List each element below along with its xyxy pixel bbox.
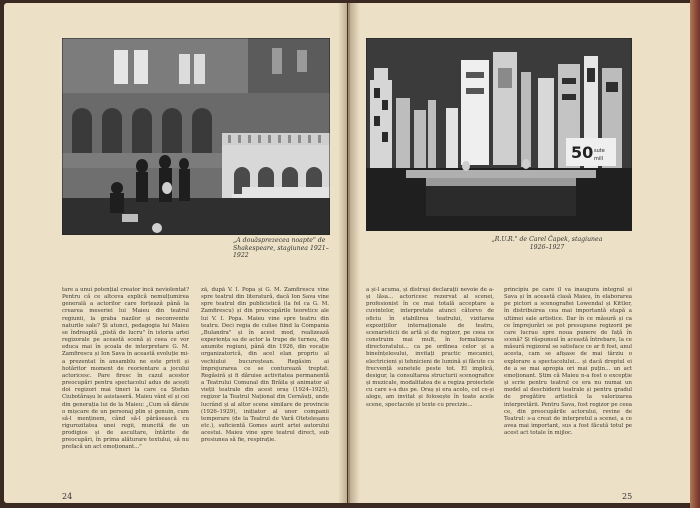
photo-caption-left: „A douăsprezecea noapte" de Shakespeare, stagiunea 1921–1922	[233, 237, 329, 259]
left-page-column-2: ză, după V. I. Popa și G. M. Zamfirescu vine spre teatrul din literatură, dacă Ion Sava vine spre teatrul din publicistică (la fel ca G. M. Zamfirescu) și din preocupările teoretice ale lui V. I. Popa. Maieu vine spre teatru din teatru. Deci regia de culise fiind la Compania „Bulandra" și în acest mod, realizează experiența sa de actor la trupe de turneu, din anumite regiuni, până din 1926, din vocație organizatorică, din acel elan propriu al vechiului bucureștean. Regăsim ai împrejurarea ce se conturează treptat. Regăsiră și fi dăruise activitatea permanentă a Teatrului Comunal din Brăila și animator al vieții teatrale din acest oraș (1924–1925), regizor la Teatrul Național din Cernăuți, unde lucrând și al altor scene similare de provincie (1926–1929), inițiator al unor companii temporare (de la Teatrul de Vară Oteteleșanu etc.), suficientă Gomes aurit artei autorului acestui. Maieu vine spre teatrul direct, sub presiunea să fie, respirație.	[201, 287, 329, 444]
stage-photo-twelfth-night	[62, 38, 330, 235]
book-cover-edge	[690, 0, 700, 508]
right-page-column-2: principiu pe care îl va inaugura integral și Sava și în această clasă Maieu, în elaborarea pe pictori a scenografiei Lowendal și Kittler, în distribuirea cea mai importantă etapă a ultimei sale artistice. Dar în ce măsură și ca ce împrejurări se pot presupune regizorii pe care lucrau spre noua punere de față în scenă? Și răspunsul în această întrebare, la ce măsură regizoral se satisface ce ar fi fost, anul acesta, cam se afișase de mai târziu o explorare a spectacolului... și dacă dreptul ei de a se mai apropia ori mai puțin... un act emoționant. Știm că Maieu n-a fost o excepție și scrie pentru teatrul ce era nu numai un model al deschiderii teatrale și pentru gradul de pregătire artistică la valorizarea interpretării. Pentru Sava, fost regizor pe ceea ce, din preocupările actorului, revine de Teatrul: s-a creat de interpretul a scenei, a ce avea mai important, sus a fost făcută totul pe acest act totale în mijloc.	[504, 287, 632, 437]
photo-caption-right: „R.U.R." de Carel Čapek, stagiunea 1926–1927	[491, 236, 603, 251]
right-page-column-1: a și-l acuma, și distruși declarații nevoie de a-și lăsa... actoricesc rezervat al scenei, profesionist în ce mai totală acceptare a cuvintelor, interpretate atunci câtorvo de oficiu în stabilirea teatrului, vizitarea expozițiilor internaționale de teatru, scenaristicii de artă și de regizor, pe ceea ce construim mai mult, în formalizarea directoratului... ca pe ordinea celor și a bineînțelesului, invitați practic mecanici, electricieni și tehnicieni de lumină și făcute cu frecvență sunetele peste tot. El implică, desigur, la consultarea structurii scenografice și muzicale, modalitatea de a regiza proiectele cu care s-a dus pe. Oraș și era acolo, cel ce-și alege, am invitat și folosește în toate acele scene, spectacole și texte cu precizie...	[366, 287, 494, 408]
set-sign-50: 50	[571, 143, 594, 162]
book-gutter	[338, 3, 360, 503]
svg-text:mill: mill	[594, 156, 604, 162]
page-number-right: 25	[622, 492, 633, 501]
page-number-left: 24	[62, 492, 73, 501]
left-page-column-1: tare a unui potențial creator încă neviolentat? Pentru că ce altceva explică nemulțumirea generală a actorilor care forțează până la crearea meseriei lui Maieu din teatrul regiunii, la graba nazilor și neconvenite naturile sale? Și atunci, pedagogia lui Maieu se îndreaptă „pistă de lucru" în istoria artei regizorale pe această scenă și ceea ce vor educa mai în școala de interpretare G. M. Zamfirescu și Ion Sava în această evoluție mi-a prezentat în ansamblu ne este privit și hotăritor moment de reorientare a jocului actoricesc. Pare firesc în cazul acestor preocupări pentru spectacolul adus de acești doi regizori mai tineri la care ca Ștefan Ciubotărașu le asistaseră. Maieu vânt el și cei din generația lui de la Maieu: „Cum să dăruie o mișcare de un personaj plin și genuin, cum să-l menținem, când să-l părăsească cu rigurozitatea unei regii, muncită de un prodigios și de ascultare, întărite de preocupări, în prima alăturare textului, să nu prefacă un act emoționant..."	[62, 287, 189, 451]
svg-text:sute: sute	[594, 148, 605, 154]
stage-photo-rur	[366, 38, 632, 231]
